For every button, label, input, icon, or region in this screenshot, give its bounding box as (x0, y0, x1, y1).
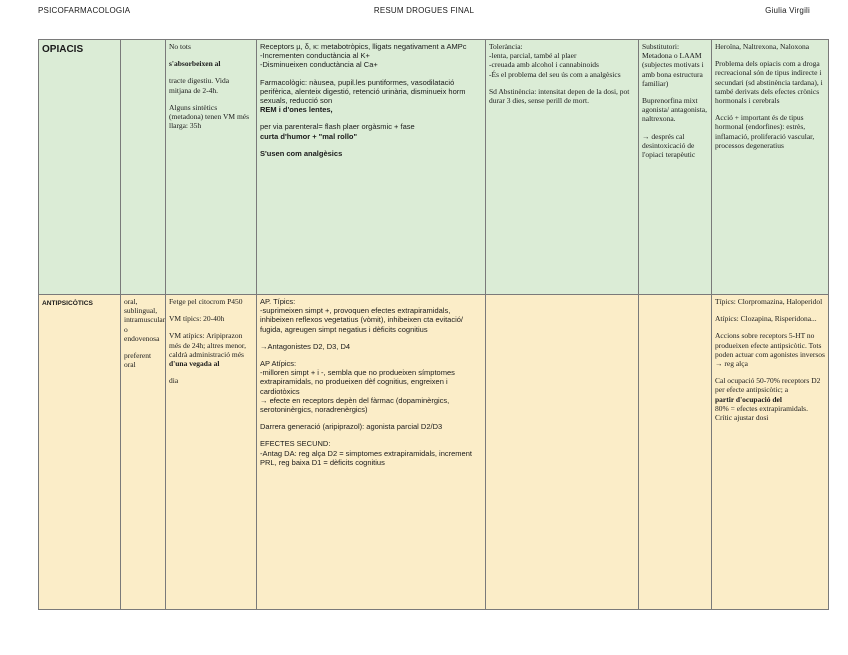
mechanism-cell (257, 40, 486, 295)
cell-paragraph: Atípics: Clozapina, Risperidona... (715, 314, 817, 324)
pharmacokinetics-cell (166, 295, 257, 610)
cell-paragraph: Tolerància: -lenta, parcial, també al plaer -creuada amb alcohol i cannabinoids -És el problema del seu ús com a analgèsics (489, 42, 621, 79)
cell-paragraph: 80% = efectes extrapiramidals. Crític ajustar dosi (715, 403, 808, 423)
table-row-opiacis (39, 40, 829, 295)
table-row-antipsicotics (39, 295, 829, 610)
cell-paragraph: Accions sobre receptors 5-HT no produeixen efecte antipsicòtic. Tots poden actuar com agonistes inversos → reg alça (715, 331, 825, 369)
cell-paragraph: d'una vegada al (169, 359, 220, 369)
cell-paragraph: Cal ocupació 50-70% receptors D2 per efecte antipsicòtic; a (715, 376, 821, 395)
cell-paragraph: Sd Abstinència: intensitat depen de la dosi, pot durar 3 dies, sense perill de mort. (489, 86, 630, 106)
cell-paragraph: per via parenteral= flash plaer orgàsmic + fase (260, 122, 415, 132)
cell-paragraph: Típics: Clorpromazina, Haloperidol (715, 297, 823, 306)
cell-paragraph: Problema dels opiacis com a droga recreacional són de tipus indirecte i secundari (sd abstinència tardana), i també derivats dels efectes crònics hormonals i cerebrals (715, 59, 823, 106)
cell-paragraph: AP. Típics: -suprimeixen simpt +, provoquen efectes extrapiramidals, inhibeixen reflexos vegetatius (vòmit), inhibeixen cta evitació/ fugida, agreugen simpt negatius i dèficits cognitius (260, 297, 464, 334)
cell-paragraph: Acció + important és de tipus hormonal (endorfines): estrès, inflamació, proliferació vascular, processos degeneratius (715, 113, 815, 150)
route-cell (121, 295, 166, 610)
cell-paragraph: preferent oral (124, 351, 152, 370)
notes-cell (712, 40, 829, 295)
route-cell (121, 40, 166, 295)
cell-paragraph: partir d'ocupació del (715, 394, 782, 404)
drug-name-cell: ANTIPSICÒTICS (39, 295, 121, 610)
cell-paragraph: Alguns sintètics (metadona) tenen VM més llarga: 35h (169, 102, 250, 131)
cell-paragraph: Fetge pel citocrom P450 (169, 297, 243, 306)
pharmacokinetics-cell (166, 40, 257, 295)
drug-summary-table (38, 39, 829, 610)
mechanism-cell (257, 295, 486, 610)
cell-paragraph: Receptors µ, δ, κ: metabotròpics, lligats negativament a AMPc -Incrementen conductància al K+ -Disminueixen conductància al Ca+ (260, 42, 467, 70)
header-left-title: PSICOFARMACOLOGIA (38, 6, 131, 15)
treatment-cell (639, 40, 712, 295)
cell-paragraph: curta d'humor + "mal rollo" (260, 131, 358, 141)
header-center-title: RESUM DROGUES FINAL (373, 6, 475, 15)
notes-cell (712, 295, 829, 610)
cell-paragraph: REM i d'ones lentes, (260, 105, 333, 115)
cell-paragraph: Substitutori: Metadona o LAAM (subjectes motivats i amb bona estructura familiar) (642, 42, 704, 88)
cell-paragraph: EFECTES SECUND: -Antag DA: reg alça D2 = simptomes extrapiramidals, increment PRL, reg baixa D1 = dèficits cognitius (260, 439, 472, 467)
header-author: Giulia Virgili (765, 6, 810, 15)
tolerance-cell (486, 40, 639, 295)
cell-paragraph: →Antagonistes D2, D3, D4 (260, 341, 351, 351)
cell-paragraph: Farmacològic: nàusea, pupil.les puntiformes, vasodilatació perifèrica, alenteix digestió, retenció urinària, disminueix horm sexuals, reducció son (260, 77, 466, 106)
cell-paragraph: tracte digestiu. Vida mitjana de 2-4h. (169, 76, 230, 95)
cell-paragraph: s'absorbeixen al (169, 59, 221, 69)
drug-name-cell: OPIACIS (39, 40, 121, 295)
cell-paragraph: AP Atípics: -milloren simpt + i -, sembla que no produeixen símptomes extrapiramidals, no produeixen dèf cognitius, engreixen i cardiotòxics → efecte en receptors depèn del fàrmac (dopaminèrgics, serotoninèrgics, noradrenèrgics) (260, 359, 455, 415)
treatment-cell (639, 295, 712, 610)
cell-paragraph: VM atípics: Aripiprazon més de 24h; altres menor, caldrà administració més (169, 331, 246, 359)
cell-paragraph: oral, sublingual, intramuscular o endovenosa (124, 297, 166, 343)
cell-paragraph: No tots (169, 42, 191, 51)
cell-paragraph: Darrera generació (aripiprazol): agonista parcial D2/D3 (260, 422, 443, 432)
cell-paragraph: S'usen com analgèsics (260, 148, 343, 158)
cell-paragraph: Heroïna, Naltrexona, Naloxona (715, 42, 810, 51)
cell-paragraph: Buprenorfina mixt agonista/ antagonista, naltrexona. (642, 96, 707, 124)
cell-paragraph: → després cal desintoxicació de l'opiaci terapèutic (642, 131, 696, 160)
cell-paragraph: dia (169, 376, 179, 386)
cell-paragraph: VM típics: 20-40h (169, 314, 225, 324)
tolerance-cell (486, 295, 639, 610)
